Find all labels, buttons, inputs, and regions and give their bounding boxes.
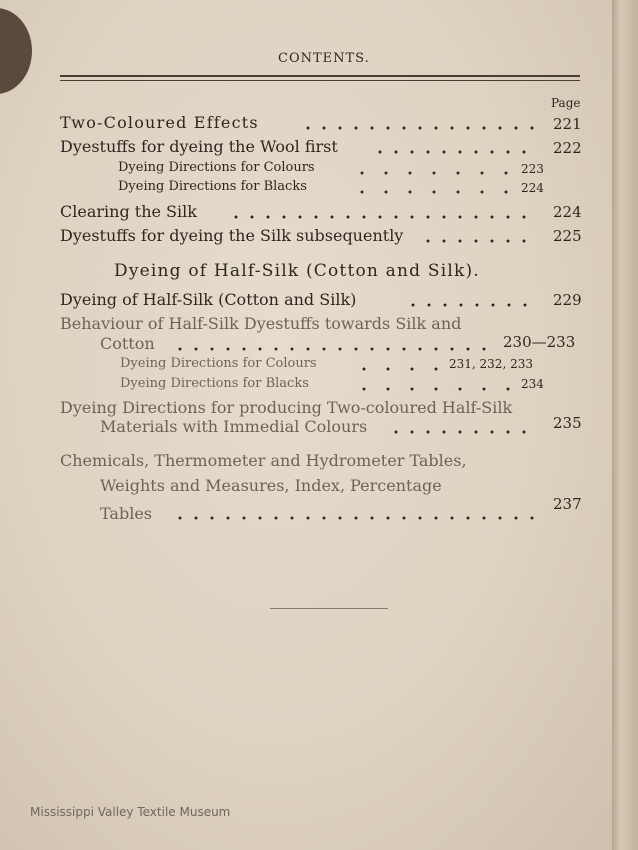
page-edge [612,0,638,850]
toc-subentry-title: Dyeing Directions for Blacks [118,179,307,194]
toc-entry-page: 221 [553,115,582,133]
toc-entry-page: 222 [553,139,582,157]
leader-dots [300,126,538,130]
toc-entry-page: 229 [553,291,582,309]
leader-dots [388,430,538,434]
toc-subentry-page: 223 [521,162,544,176]
toc-subentry-page: 231, 232, 233 [449,357,533,371]
leader-dots [372,150,538,154]
header-rule-thick [60,75,580,77]
leader-dots [352,387,512,391]
leader-dots [228,215,538,219]
toc-entry-title: Dyeing of Half-Silk (Cotton and Silk) [60,290,357,309]
leader-dots [352,367,444,371]
toc-subentry-title: Dyeing Directions for Colours [120,356,317,371]
leader-dots [172,347,490,351]
leader-dots [420,239,538,243]
section-heading: Dyeing of Half-Silk (Cotton and Silk). [114,261,480,281]
toc-entry-title-line3: Tables [100,504,153,523]
toc-entry-title-line2: Materials with Immedial Colours [100,417,368,436]
toc-entry-title-line1: Dyeing Directions for producing Two-coloured Half-Silk [60,398,513,417]
toc-entry-page: 230—233 [503,333,576,351]
leader-dots [172,516,538,520]
closing-rule [270,608,388,609]
toc-entry-page: 237 [553,495,582,513]
toc-subentry-page: 234 [521,377,544,391]
toc-entry-page: 225 [553,227,582,245]
toc-entry-title: Clearing the Silk [60,202,197,221]
toc-entry-title: Dyestuffs for dyeing the Silk subsequently [60,226,404,245]
leader-dots [350,190,508,194]
toc-entry-title-line2: Cotton [100,334,155,353]
leader-dots [350,171,508,175]
toc-entry-page: 224 [553,203,582,221]
toc-subentry-title: Dyeing Directions for Blacks [120,376,309,391]
toc-entry-title-line2: Weights and Measures, Index, Percentage [100,476,442,495]
toc-entry-title: Two-Coloured Effects [60,113,259,132]
leader-dots [405,303,538,307]
page-title: CONTENTS. [278,51,370,66]
page-column-label: Page [551,96,581,110]
page-shadow-blot [0,8,32,94]
toc-entry-title-line1: Behaviour of Half-Silk Dyestuffs towards Silk and [60,314,462,333]
toc-subentry-title: Dyeing Directions for Colours [118,160,315,175]
header-rule-thin [60,80,580,81]
toc-entry-page: 235 [553,414,582,432]
toc-entry-title: Dyestuffs for dyeing the Wool first [60,137,338,156]
toc-entry-title-line1: Chemicals, Thermometer and Hydrometer Tables, [60,451,467,470]
toc-subentry-page: 224 [521,181,544,195]
watermark: Mississippi Valley Textile Museum [30,805,231,819]
